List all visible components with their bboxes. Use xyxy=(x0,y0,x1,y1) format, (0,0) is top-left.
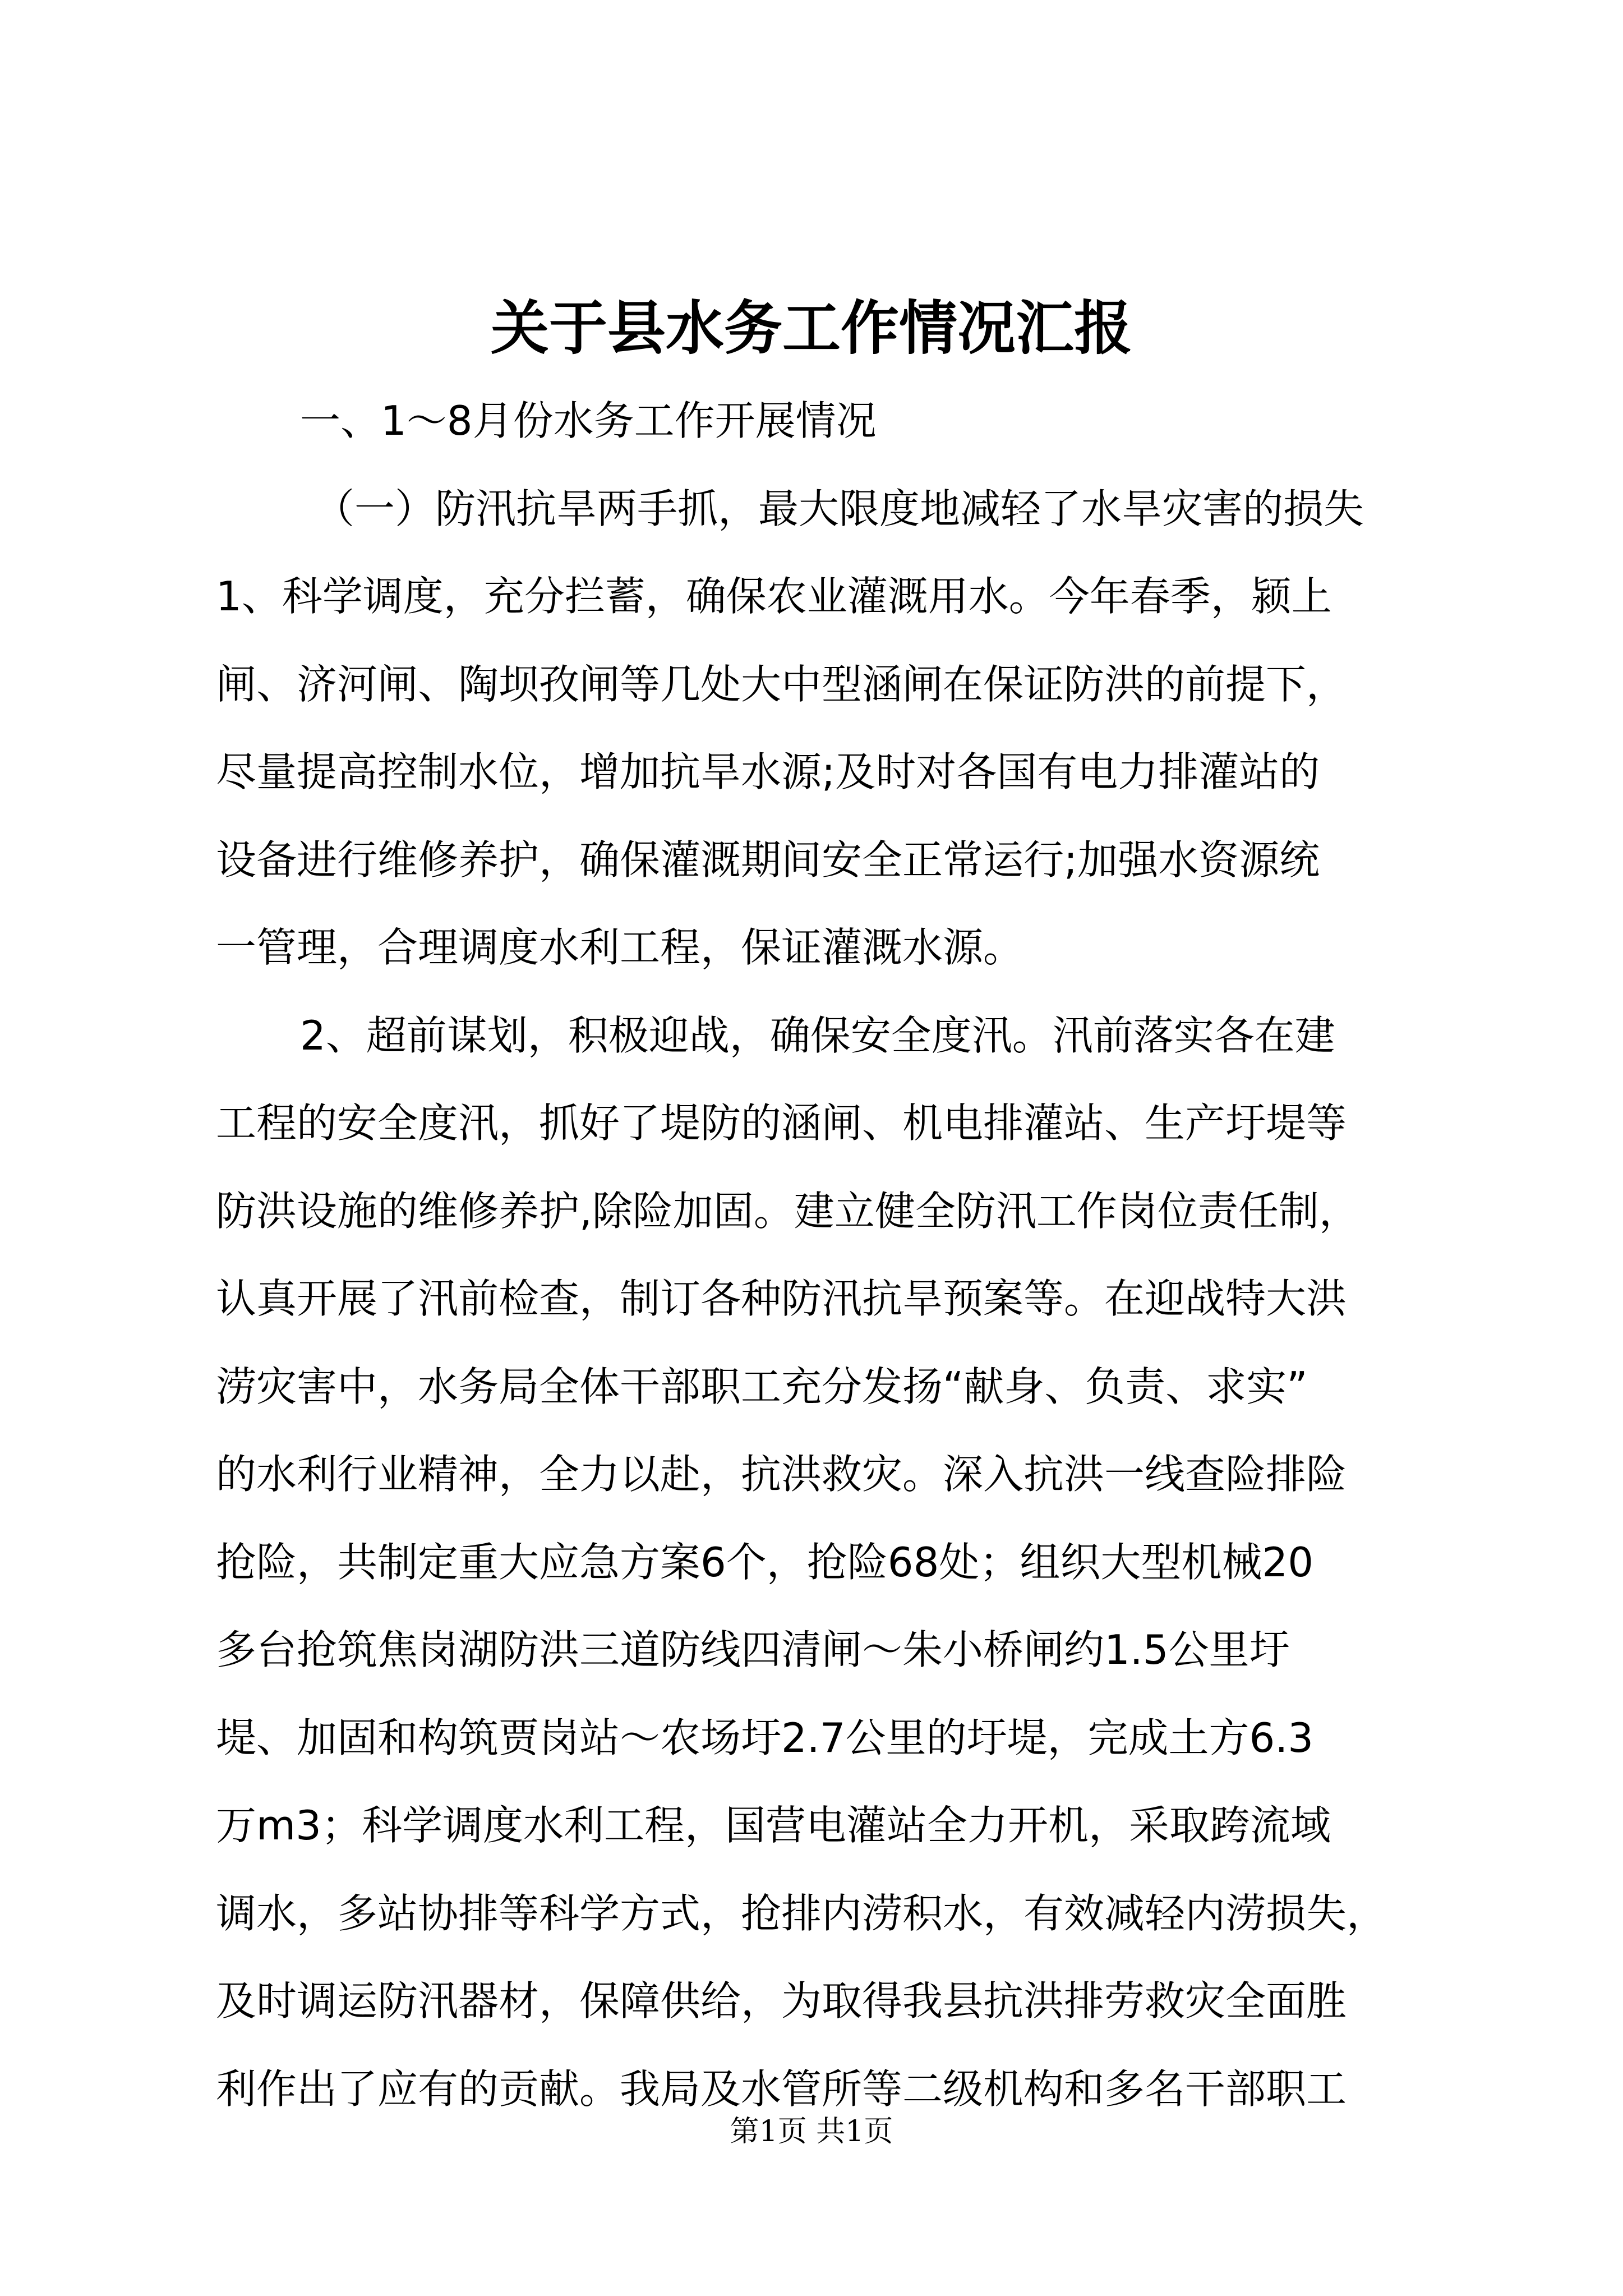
document-body xyxy=(216,377,1416,2133)
paragraph-line: 的水利行业精神，全力以赴，抗洪救灾。深入抗洪一线查险排险 xyxy=(216,1451,1347,1498)
paragraph-line: 设备进行维修养护，确保灌溉期间安全正常运行;加强水资源统 xyxy=(216,836,1320,884)
paragraph-line: 抢险，共制定重大应急方案6个，抢险68处；组织大型机械20 xyxy=(216,1538,1314,1586)
paragraph-line: 认真开展了汛前检查，制订各种防汛抗旱预案等。在迎战特大洪 xyxy=(216,1275,1347,1322)
subsection-heading: （一）防汛抗旱两手抓，最大限度地减轻了水旱灾害的损失 xyxy=(314,485,1364,532)
paragraph-line: 2、超前谋划，积极迎战，确保安全度汛。汛前落实各在建 xyxy=(300,1011,1335,1059)
paragraph-line: 尽量提高控制水位，增加抗旱水源;及时对各国有电力排灌站的 xyxy=(216,748,1320,795)
paragraph-line: 多台抢筑焦岗湖防洪三道防线四清闸～朱小桥闸约1.5公里圩 xyxy=(216,1626,1290,1673)
section-heading: 一、1～8月份水务工作开展情况 xyxy=(300,397,877,444)
paragraph-line: 利作出了应有的贡献。我局及水管所等二级机构和多名干部职工 xyxy=(216,2065,1347,2113)
document-title: 关于县水务工作情况汇报 xyxy=(490,293,1132,362)
paragraph-line: 堤、加固和构筑贾岗站～农场圩2.7公里的圩堤，完成土方6.3 xyxy=(216,1714,1314,1761)
paragraph-line: 一管理，合理调度水利工程，保证灌溉水源。 xyxy=(216,924,1024,971)
paragraph-line: 调水，多站协排等科学方式，抢排内涝积水，有效减轻内涝损失， xyxy=(216,1889,1387,1937)
paragraph-line: 工程的安全度汛，抓好了堤防的涵闸、机电排灌站、生产圩堤等 xyxy=(216,1099,1347,1147)
page-footer: 第1页 共1页 xyxy=(730,2115,893,2148)
paragraph-line: 闸、济河闸、陶坝孜闸等几处大中型涵闸在保证防洪的前提下， xyxy=(216,660,1347,708)
paragraph-line: 万m3；科学调度水利工程，国营电灌站全力开机，采取跨流域 xyxy=(216,1802,1331,1849)
paragraph-line: 及时调运防汛器材，保障供给，为取得我县抗洪排劳救灾全面胜 xyxy=(216,1977,1347,2024)
paragraph-line: 防洪设施的维修养护,除险加固。建立健全防汛工作岗位责任制， xyxy=(216,1187,1359,1235)
paragraph-line: 1、科学调度，充分拦蓄，确保农业灌溉用水。今年春季，颍上 xyxy=(216,573,1332,620)
paragraph-line: 涝灾害中，水务局全体干部职工充分发扬“献身、负责、求实” xyxy=(216,1363,1308,1410)
